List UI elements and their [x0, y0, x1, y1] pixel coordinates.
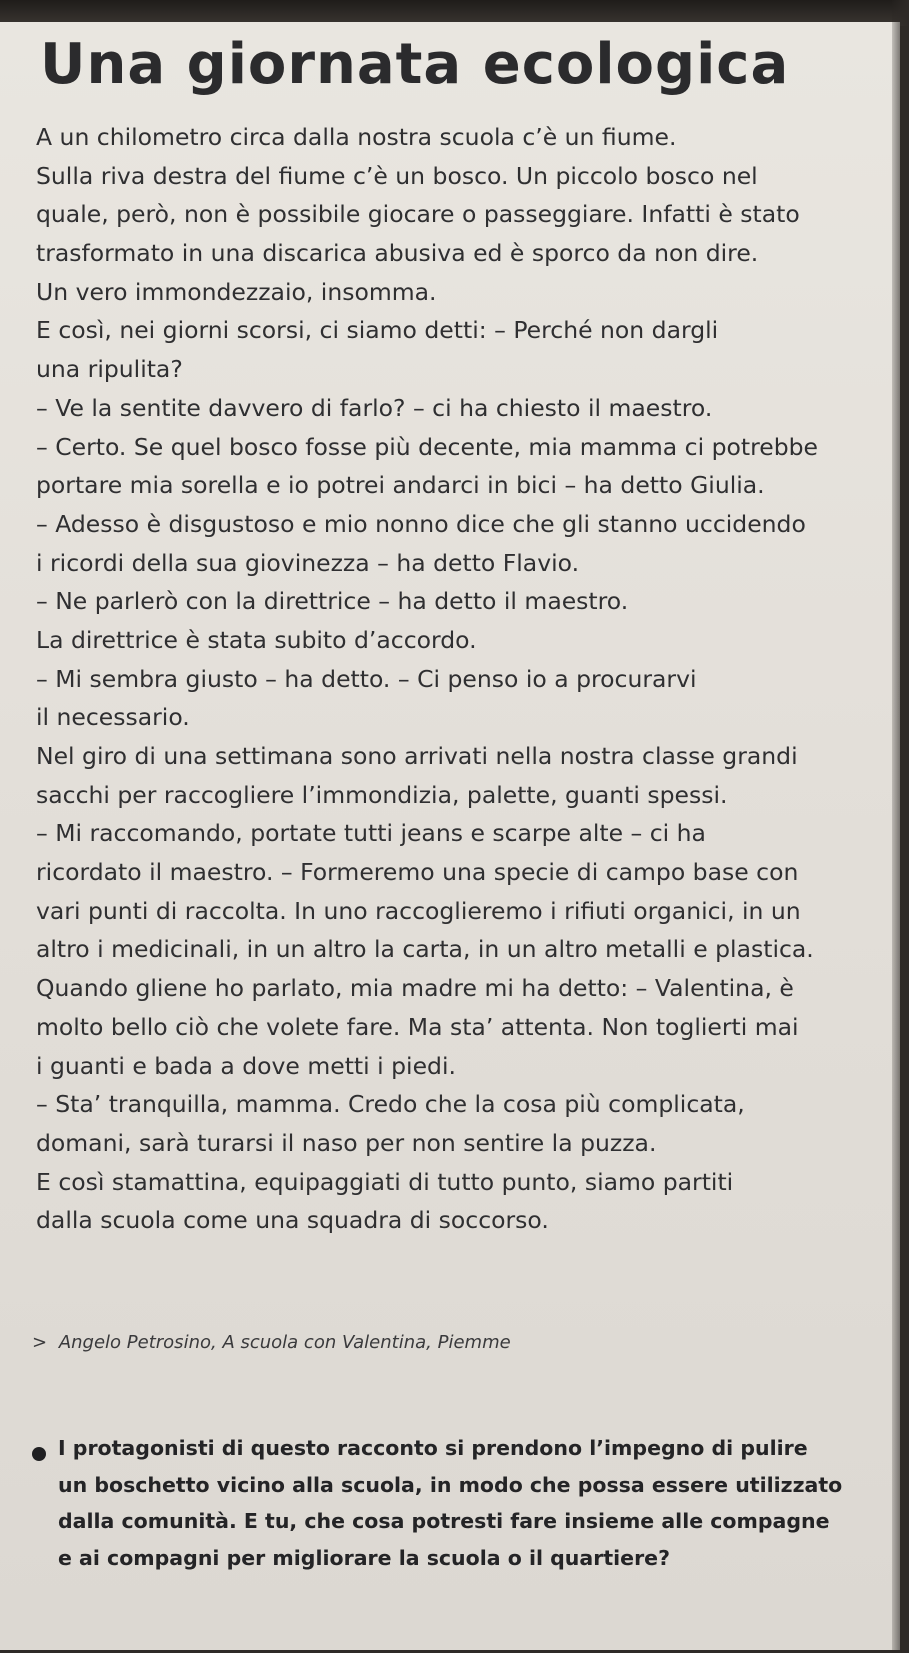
question-text — [58, 1430, 898, 1576]
story-line: i ricordi della sua giovinezza – ha detto Flavio. — [36, 548, 580, 577]
question-line: dalla comunità. E tu, che cosa potresti fare insieme alle compagne — [58, 1509, 830, 1533]
story-line: – Certo. Se quel bosco fosse più decente, mia mamma ci potrebbe — [36, 432, 818, 461]
story-line: Sulla riva destra del fiume c’è un bosco. Un piccolo bosco nel — [36, 161, 758, 190]
question-line: un boschetto vicino alla scuola, in modo che possa essere utilizzato — [58, 1472, 843, 1497]
citation-author: Angelo Petrosino, — [58, 1332, 217, 1353]
story-line: Un vero immondezzaio, insomma. — [36, 277, 437, 306]
story-line: La direttrice è stata subito d’accordo. — [36, 625, 477, 654]
story-line: portare mia sorella e io potrei andarci in bici – ha detto Giulia. — [36, 471, 765, 500]
bullet-icon — [32, 1447, 46, 1461]
story-line: il necessario. — [36, 703, 190, 732]
question-line: e ai compagni per migliorare la scuola o il quartiere? — [58, 1545, 670, 1570]
page-right-shadow — [892, 0, 909, 1653]
story-line: – Ve la sentite davvero di farlo? – ci ha chiesto il maestro. — [36, 393, 713, 422]
story-line: altro i medicinali, in un altro la carta, in un altro metalli e plastica. — [36, 935, 814, 964]
story-line: molto bello ciò che volete fare. Ma sta’ attenta. Non toglierti mai — [36, 1012, 799, 1041]
story-line: una ripulita? — [36, 355, 183, 384]
story-line: sacchi per raccogliere l’immondizia, palette, guanti spessi. — [36, 780, 728, 809]
story-line: E così stamattina, equipaggiati di tutto punto, siamo partiti — [36, 1167, 734, 1196]
story-line: – Ne parlerò con la direttrice – ha detto il maestro. — [36, 587, 629, 616]
story-text — [36, 118, 896, 1240]
citation-publisher: Piemme — [437, 1332, 511, 1353]
story-line: i guanti e bada a dove metti i piedi. — [36, 1051, 456, 1080]
story-line: vari punti di raccolta. In uno raccoglieremo i rifiuti organici, in un — [36, 896, 801, 925]
story-line: ricordato il maestro. – Formeremo una specie di campo base con — [36, 858, 799, 887]
story-line: – Adesso è disgustoso e mio nonno dice che gli stanno uccidendo — [36, 509, 806, 538]
story-line: A un chilometro circa dalla nostra scuola c’è un fiume. — [36, 123, 677, 151]
story-line: dalla scuola come una squadra di soccorso. — [36, 1206, 549, 1235]
story-line: domani, sarà turarsi il naso per non sentire la puzza. — [36, 1128, 657, 1157]
story-line: E così, nei giorni scorsi, ci siamo detti: – Perché non dargli — [36, 316, 719, 345]
story-line: Quando gliene ho parlato, mia madre mi ha detto: – Valentina, è — [36, 974, 794, 1003]
page-title: Una giornata ecologica — [40, 32, 790, 97]
question-line: I protagonisti di questo racconto si prendono l’impegno di pulire — [58, 1436, 808, 1460]
citation-arrow-icon: > — [32, 1332, 48, 1353]
citation-work: A scuola con Valentina, — [222, 1332, 432, 1353]
source-citation — [32, 1332, 892, 1353]
story-line: Nel giro di una settimana sono arrivati nella nostra classe grandi — [36, 742, 798, 770]
story-line: – Mi sembra giusto – ha detto. – Ci penso io a procurarvi — [36, 664, 697, 693]
story-line: – Mi raccomando, portate tutti jeans e scarpe alte – ci ha — [36, 819, 706, 848]
book-page — [0, 22, 900, 1650]
story-line: trasformato in una discarica abusiva ed è sporco da non dire. — [36, 239, 759, 268]
story-line: quale, però, non è possibile giocare o passeggiare. Infatti è stato — [36, 200, 800, 229]
story-line: – Sta’ tranquilla, mamma. Credo che la cosa più complicata, — [36, 1090, 745, 1119]
